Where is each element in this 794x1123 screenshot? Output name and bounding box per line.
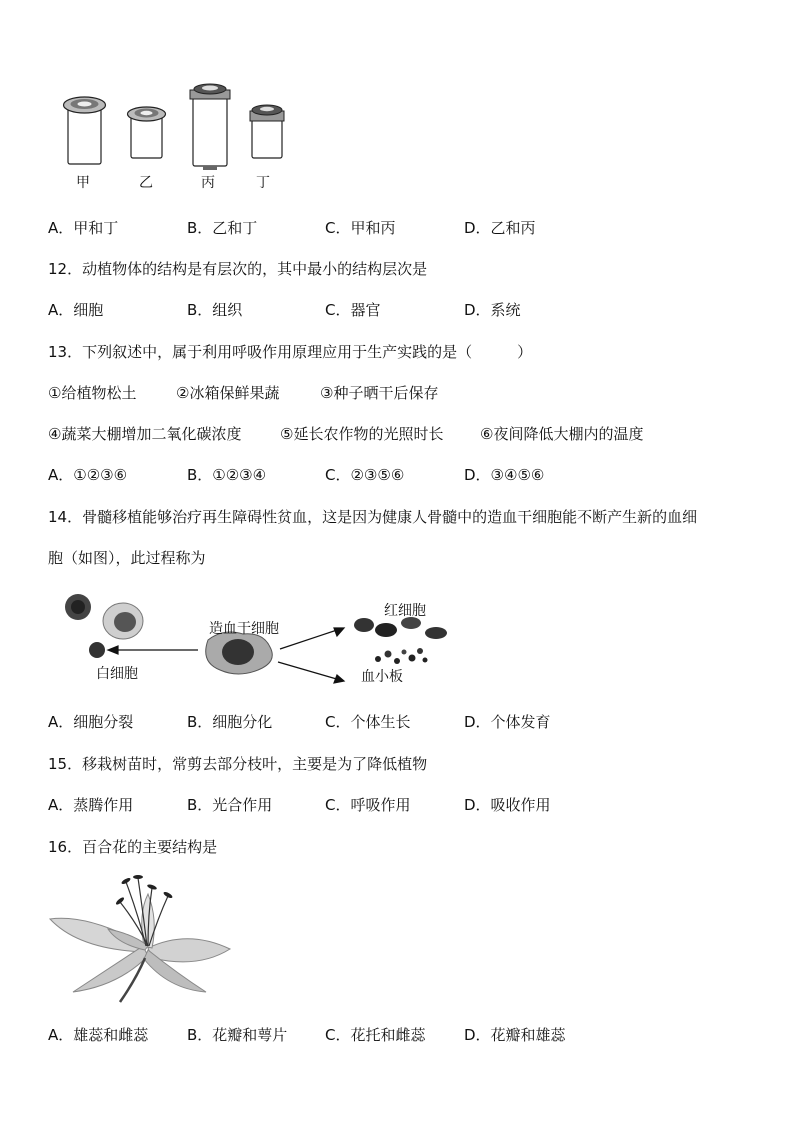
q13-option-a[interactable]: A．①②③⑥	[48, 466, 128, 484]
q15-option-c[interactable]: C．呼吸作用	[325, 796, 411, 814]
q13-item-2: ②冰箱保鲜果蔬	[176, 384, 280, 402]
lily-flower-figure	[48, 874, 238, 1004]
q12-option-c[interactable]: C．器官	[325, 301, 381, 319]
q13-option-c[interactable]: C．②③⑤⑥	[325, 466, 405, 484]
red-cell-icon	[354, 617, 447, 639]
q13-item-1: ①给植物松土	[48, 384, 137, 402]
q13-stem: 13．下列叙述中，属于利用呼吸作用原理应用于生产实践的是（ ）	[48, 343, 533, 361]
q15-option-b[interactable]: B．光合作用	[187, 796, 273, 814]
q14-option-a[interactable]: A．细胞分裂	[48, 713, 134, 731]
q11-option-c[interactable]: C．甲和丙	[325, 219, 396, 237]
q14-option-b[interactable]: B．细胞分化	[187, 713, 273, 731]
q16-option-d[interactable]: D．花瓣和雄蕊	[464, 1026, 566, 1044]
q12-option-b[interactable]: B．组织	[187, 301, 243, 319]
q16-option-a[interactable]: A．雄蕊和雌蕊	[48, 1026, 149, 1044]
q13-option-d[interactable]: D．③④⑤⑥	[464, 466, 545, 484]
q14-stem-line2: 胞（如图），此过程称为	[48, 549, 206, 567]
lens-yi	[128, 107, 166, 158]
platelet-icon	[375, 648, 428, 664]
arrow-to-white-cell	[108, 646, 198, 654]
q14-option-d[interactable]: D．个体发育	[464, 713, 551, 731]
q13-item-6: ⑥夜间降低大棚内的温度	[480, 425, 644, 443]
white-cell-icon	[65, 594, 143, 658]
lens-label-jia: 甲	[76, 175, 90, 191]
q13-item-5: ⑤延长农作物的光照时长	[280, 425, 444, 443]
label-stem-cell: 造血干细胞	[209, 621, 279, 637]
q11-option-a[interactable]: A．甲和丁	[48, 219, 119, 237]
q12-option-a[interactable]: A．细胞	[48, 301, 104, 319]
objective-lenses-figure	[48, 80, 348, 190]
q15-stem: 15．移栽树苗时，常剪去部分枝叶，主要是为了降低植物	[48, 755, 428, 773]
label-platelet: 血小板	[361, 669, 403, 685]
q12-option-d[interactable]: D．系统	[464, 301, 521, 319]
lens-label-bing: 丙	[201, 175, 215, 191]
label-red-cell: 红细胞	[384, 603, 426, 619]
q15-option-a[interactable]: A．蒸腾作用	[48, 796, 134, 814]
q13-item-3: ③种子晒干后保存	[320, 384, 439, 402]
q12-stem: 12．动植物体的结构是有层次的，其中最小的结构层次是	[48, 260, 428, 278]
lens-bing	[190, 84, 230, 170]
q14-stem-line1: 14．骨髓移植能够治疗再生障碍性贫血，这是因为健康人骨髓中的造血干细胞能不断产生新的血细	[48, 508, 698, 526]
q13-option-b[interactable]: B．①②③④	[187, 466, 267, 484]
arrow-to-red-cell	[280, 628, 344, 649]
arrow-to-platelet	[278, 662, 344, 683]
lens-ding	[250, 105, 284, 158]
lens-label-yi: 乙	[139, 175, 153, 191]
q13-item-4: ④蔬菜大棚增加二氧化碳浓度	[48, 425, 242, 443]
lens-label-ding: 丁	[256, 175, 270, 191]
q15-option-d[interactable]: D．吸收作用	[464, 796, 551, 814]
q11-option-d[interactable]: D．乙和丙	[464, 219, 536, 237]
label-white-cell: 白细胞	[96, 666, 138, 682]
q16-option-b[interactable]: B．花瓣和萼片	[187, 1026, 288, 1044]
q16-option-c[interactable]: C．花托和雌蕊	[325, 1026, 426, 1044]
stem-cell-icon	[206, 632, 273, 674]
q11-option-b[interactable]: B．乙和丁	[187, 219, 258, 237]
q14-option-c[interactable]: C．个体生长	[325, 713, 411, 731]
lens-jia	[64, 97, 106, 164]
q16-stem: 16．百合花的主要结构是	[48, 838, 218, 856]
